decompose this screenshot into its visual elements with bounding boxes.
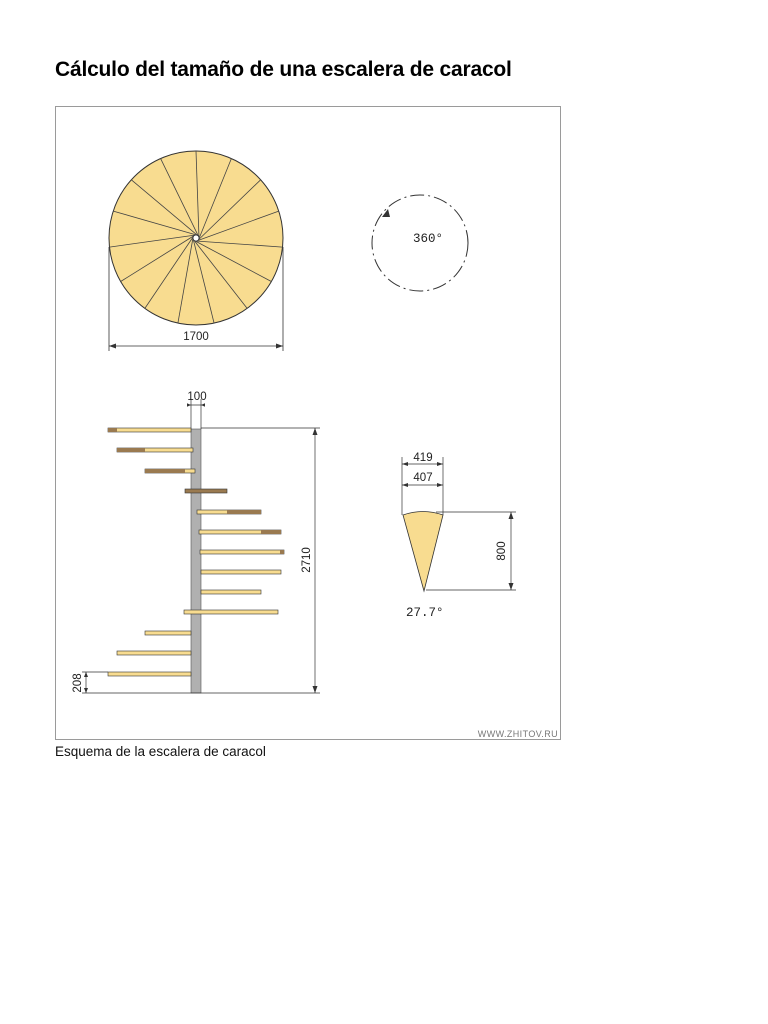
outer-width-arrow-right	[437, 462, 443, 466]
diagram-canvas	[56, 107, 562, 741]
step-2-edge	[117, 448, 145, 452]
outer-width-arrow-left	[402, 462, 408, 466]
tread-shape	[403, 512, 443, 592]
step-1	[108, 428, 191, 432]
angle-label: 27.7°	[406, 606, 444, 620]
pole-dim-arrow-right	[201, 403, 205, 407]
height-dim-arrow-top	[313, 428, 318, 435]
length-arrow-bottom	[509, 583, 514, 590]
rotation-symbol	[372, 195, 468, 291]
step-7-edge	[280, 550, 284, 554]
step-1-edge	[108, 428, 117, 432]
rotation-arrowhead	[382, 209, 390, 217]
pole-dim-arrow-left	[187, 403, 191, 407]
elevation-view	[72, 391, 320, 693]
step-13	[108, 672, 191, 676]
step-7	[200, 550, 284, 554]
step-6-edge	[261, 530, 281, 534]
pole-width-label: 100	[187, 391, 207, 403]
inner-width-arrow-right	[437, 483, 443, 487]
step-8	[201, 570, 281, 574]
inner-width-arrow-left	[402, 483, 408, 487]
staircase-diagram	[55, 106, 561, 740]
step-rise-label: 208	[72, 673, 84, 693]
watermark: WWW.ZHITOV.RU	[477, 729, 558, 739]
inner-width-label: 407	[413, 472, 433, 484]
plan-diameter-label: 1700	[183, 331, 209, 343]
length-arrow-top	[509, 512, 514, 519]
tread-detail	[402, 452, 516, 620]
rise-dim-arrow-top	[84, 672, 88, 677]
height-label: 2710	[301, 547, 313, 573]
plan-dim-arrow-left	[109, 344, 116, 349]
rise-dim-arrow-bottom	[84, 688, 88, 693]
page-title: Cálculo del tamaño de una escalera de caracol	[55, 58, 512, 81]
step-4	[185, 489, 227, 493]
step-9	[201, 590, 261, 594]
step-10	[184, 610, 278, 614]
plan-view	[109, 151, 283, 351]
length-label: 800	[496, 541, 508, 561]
plan-dim-arrow-right	[276, 344, 283, 349]
central-pole	[191, 429, 201, 693]
step-11	[145, 631, 191, 635]
step-12	[117, 651, 191, 655]
height-dim-arrow-bottom	[313, 686, 318, 693]
outer-width-label: 419	[413, 452, 433, 464]
figure-caption: Esquema de la escalera de caracol	[55, 744, 266, 759]
step-3-edge	[145, 469, 185, 473]
rotation-label: 360°	[413, 232, 444, 246]
step-5-edge	[227, 510, 261, 514]
plan-center-pole	[193, 235, 199, 241]
